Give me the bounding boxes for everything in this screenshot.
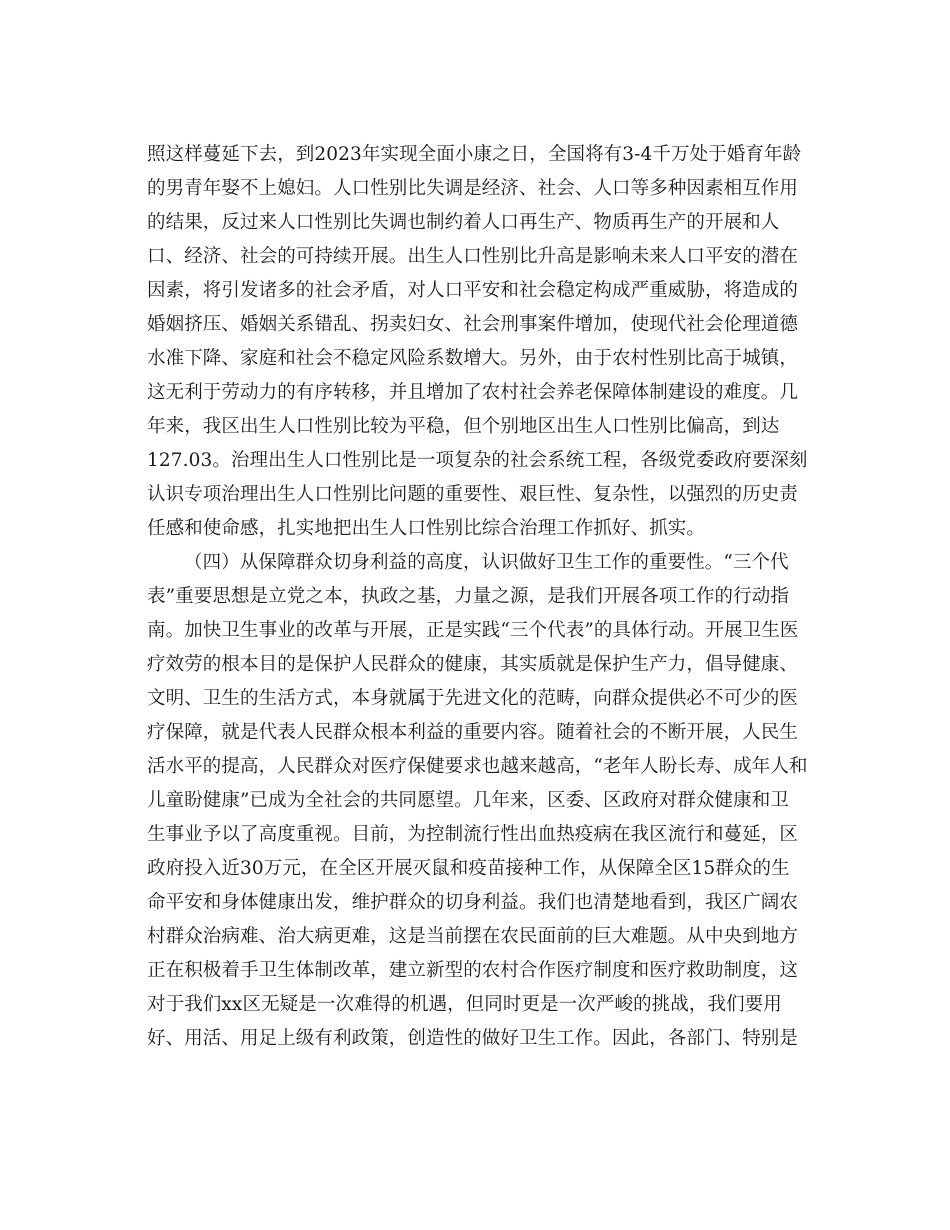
text-line: 任感和使命感，扎实地把出生人口性别比综合治理工作抓好、抓实。 [147,518,706,539]
text-line: 生事业予以了高度重视。目前，为控制流行性出血热疫病在我区流行和蔓延，区 [147,824,799,845]
text-line: 127.03。治理出生人口性别比是一项复杂的社会系统工程，各级党委政府要深刻 [147,450,808,471]
document-body [147,138,807,1056]
text-line: 活水平的提高，人民群众对医疗保健要求也越来越高，“老年人盼长寿、成年人和 [147,756,808,777]
text-line: 疗效劳的根本目的是保护人民群众的健康，其实质就是保护生产力，倡导健康、 [147,654,799,675]
text-line: 的男青年娶不上媳妇。人口性别比失调是经济、社会、人口等多种因素相互作用 [147,178,799,199]
text-line: 好、用活、用足上级有利政策，创造性的做好卫生工作。因此，各部门、特别是 [147,1028,799,1049]
text-line: 政府投入近30万元，在全区开展灭鼠和疫苗接种工作，从保障全区15群众的生 [147,858,790,879]
text-line: 水准下降、家庭和社会不稳定风险系数增大。另外，由于农村性别比高于城镇， [147,348,799,369]
text-line: 儿童盼健康”已成为全社会的共同愿望。几年来，区委、区政府对群众健康和卫 [147,790,789,811]
paragraph-health-work [147,546,807,1056]
text-line: 因素，将引发诸多的社会矛盾，对人口平安和社会稳定构成严重威胁，将造成的 [147,280,799,301]
text-line: 表”重要思想是立党之本，执政之基，力量之源，是我们开展各项工作的行动指 [147,586,789,607]
text-line: 正在积极着手卫生体制改革，建立新型的农村合作医疗制度和医疗救助制度，这 [147,960,799,981]
text-line: 认识专项治理出生人口性别比问题的重要性、艰巨性、复杂性，以强烈的历史责 [147,484,799,505]
text-line-indented: （四）从保障群众切身利益的高度，认识做好卫生工作的重要性。“三个代 [184,552,789,573]
text-line: 口、经济、社会的可持续开展。出生人口性别比升高是影响未来人口平安的潜在 [147,246,799,267]
text-line: 的结果，反过来人口性别比失调也制约着人口再生产、物质再生产的开展和人 [147,212,780,233]
text-line: 婚姻挤压、婚姻关系错乱、拐卖妇女、社会刑事案件增加，使现代社会伦理道德 [147,314,799,335]
text-line: 对于我们xx区无疑是一次难得的机遇，但同时更是一次严峻的挑战，我们要用 [147,994,782,1015]
text-line: 疗保障，就是代表人民群众根本利益的重要内容。随着社会的不断开展，人民生 [147,722,799,743]
text-line: 照这样蔓延下去，到2023年实现全面小康之日，全国将有3-4千万处于婚育年龄 [147,144,802,165]
text-line: 年来，我区出生人口性别比较为平稳，但个别地区出生人口性别比偏高，到达 [147,416,780,437]
text-line: 南。加快卫生事业的改革与开展，正是实践“三个代表”的具体行动。开展卫生医 [147,620,799,641]
text-line: 文明、卫生的生活方式，本身就属于先进文化的范畴，向群众提供必不可少的医 [147,688,799,709]
text-line: 这无利于劳动力的有序转移，并且增加了农村社会养老保障体制建设的难度。几 [147,382,799,403]
paragraph-sex-ratio [147,138,807,546]
text-line: 命平安和身体健康出发，维护群众的切身利益。我们也清楚地看到，我区广阔农 [147,892,799,913]
text-line: 村群众治病难、治大病更难，这是当前摆在农民面前的巨大难题。从中央到地方 [147,926,799,947]
